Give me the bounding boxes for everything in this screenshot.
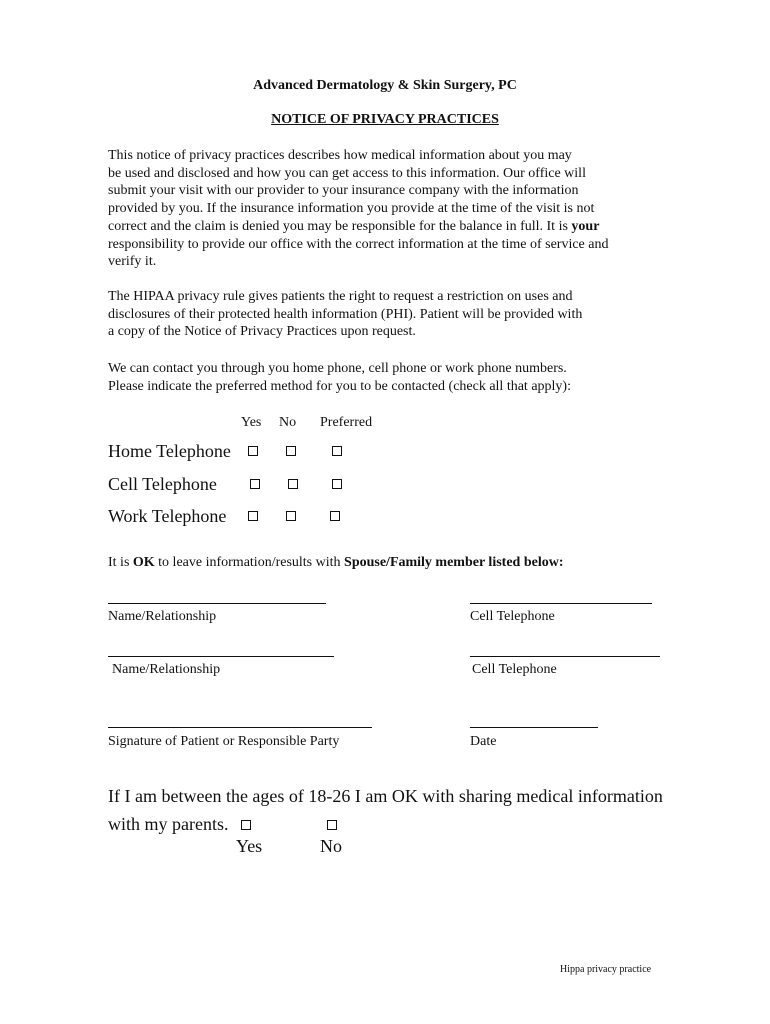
home-yes-checkbox[interactable] xyxy=(248,446,258,456)
parents-yes-checkbox[interactable] xyxy=(241,820,251,830)
paragraph-line: disclosures of their protected health information (PHI). Patient will be provided with xyxy=(108,306,583,322)
statement-text: to leave information/results with xyxy=(154,555,345,570)
paragraph-line: Please indicate the preferred method for you to be contacted (check all that apply): xyxy=(108,378,571,394)
work-no-checkbox[interactable] xyxy=(286,511,296,521)
cell-no-checkbox[interactable] xyxy=(288,479,298,489)
signature-label: Signature of Patient or Responsible Party xyxy=(108,734,340,749)
header-no: No xyxy=(279,415,297,430)
cell-telephone-2-line[interactable] xyxy=(470,656,660,657)
hipaa-paragraph xyxy=(108,288,668,341)
paragraph-line: be used and disclosed and how you can get access to this information. Our office will xyxy=(108,165,586,181)
work-yes-checkbox[interactable] xyxy=(248,511,258,521)
name-relationship-2-label: Name/Relationship xyxy=(112,662,221,677)
company-name: Advanced Dermatology & Skin Surgery, PC xyxy=(253,78,517,93)
paragraph-text: correct and the claim is denied you may be responsible for the balance in full. It is xyxy=(108,218,572,234)
paragraph-line: This notice of privacy practices describes how medical information about you may xyxy=(108,148,572,163)
home-no-checkbox[interactable] xyxy=(286,446,296,456)
family-statement xyxy=(108,554,564,572)
paragraph-line: We can contact you through you home phone, cell phone or work phone numbers. xyxy=(108,361,567,376)
date-label: Date xyxy=(470,734,497,749)
parents-no-label: No xyxy=(320,836,342,856)
footer-text: Hippa privacy practice xyxy=(560,964,652,975)
parents-consent-statement: If I am between the ages of 18-26 I am OK with sharing medical information xyxy=(108,786,663,806)
contact-method-paragraph xyxy=(108,360,668,395)
home-telephone-label: Home Telephone xyxy=(108,441,231,461)
paragraph-line: The HIPAA privacy rule gives patients the right to request a restriction on uses and xyxy=(108,289,573,304)
parents-no-checkbox[interactable] xyxy=(327,820,337,830)
paragraph-line: responsibility to provide our office with the correct information at the time of service and xyxy=(108,236,609,252)
work-telephone-label: Work Telephone xyxy=(108,506,227,526)
header-preferred: Preferred xyxy=(320,415,373,430)
home-preferred-checkbox[interactable] xyxy=(332,446,342,456)
parents-consent-line2: with my parents. xyxy=(108,814,229,834)
cell-telephone-1-line[interactable] xyxy=(470,603,652,604)
paragraph-line: submit your visit with our provider to your insurance company with the information xyxy=(108,183,579,199)
name-relationship-1-label: Name/Relationship xyxy=(108,609,217,624)
emphasis-your: your xyxy=(571,218,600,234)
cell-telephone-1-label: Cell Telephone xyxy=(470,609,555,624)
paragraph-line: provided by you. If the insurance information you provide at the time of the visit is not xyxy=(108,201,595,217)
parents-yes-label: Yes xyxy=(236,836,263,856)
statement-ok: OK xyxy=(132,555,155,570)
paragraph-line: verify it. xyxy=(108,254,157,270)
work-preferred-checkbox[interactable] xyxy=(330,511,340,521)
signature-line[interactable] xyxy=(108,727,372,728)
cell-yes-checkbox[interactable] xyxy=(250,479,260,489)
document-title: NOTICE OF PRIVACY PRACTICES xyxy=(271,112,499,127)
paragraph-line xyxy=(108,218,668,236)
name-relationship-2-line[interactable] xyxy=(108,656,334,657)
cell-telephone-2-label: Cell Telephone xyxy=(472,662,557,677)
header-yes: Yes xyxy=(241,415,262,430)
statement-text: It is xyxy=(108,555,133,570)
date-line[interactable] xyxy=(470,727,598,728)
paragraph-line: a copy of the Notice of Privacy Practices upon request. xyxy=(108,324,416,340)
privacy-notice-paragraph xyxy=(108,147,668,271)
statement-bold-tail: Spouse/Family member listed below: xyxy=(344,555,564,570)
cell-telephone-label: Cell Telephone xyxy=(108,474,217,494)
cell-preferred-checkbox[interactable] xyxy=(332,479,342,489)
name-relationship-1-line[interactable] xyxy=(108,603,326,604)
